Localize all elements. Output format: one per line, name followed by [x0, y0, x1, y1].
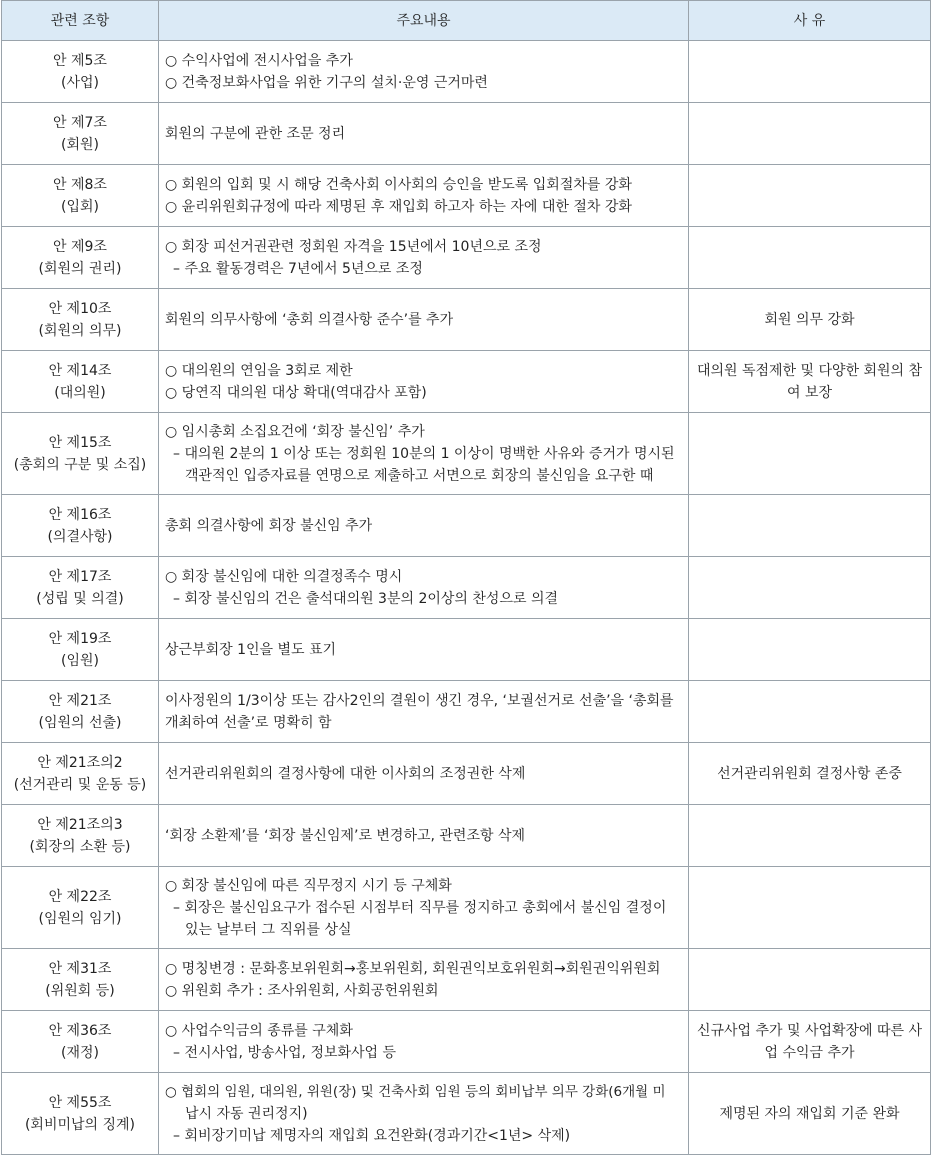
- table-row: [2, 165, 931, 227]
- content-line: ○ 임시총회 소집요건에 ‘회장 불신임’ 추가: [165, 423, 425, 440]
- article-title: (위원회 등): [45, 982, 115, 999]
- article-number: 안 제21조: [48, 692, 112, 709]
- article-title: (임원의 선출): [38, 714, 122, 731]
- article-number: 안 제5조: [53, 52, 107, 69]
- content-cell: [159, 103, 689, 165]
- reason-cell: 신규사업 추가 및 사업확장에 따른 사업 수익금 추가: [689, 1011, 931, 1073]
- table-row: [2, 495, 931, 557]
- table-row: [2, 867, 931, 949]
- article-title: (회원의 의무): [38, 322, 122, 339]
- content-line: ‘회장 소환제’를 ‘회장 불신임제’로 변경하고, 관련조항 삭제: [165, 827, 526, 844]
- article-title: (입회): [61, 198, 99, 215]
- reason-cell: [689, 227, 931, 289]
- content-line: ○ 수익사업에 전시사업을 추가: [165, 52, 353, 69]
- article-title: (재정): [61, 1044, 99, 1061]
- reason-cell: 회원 의무 강화: [689, 289, 931, 351]
- table-row: [2, 949, 931, 1011]
- header-content: 주요내용: [159, 1, 689, 41]
- reason-cell: [689, 557, 931, 619]
- reason-cell: [689, 867, 931, 949]
- table-row: [2, 557, 931, 619]
- article-number: 안 제17조: [48, 568, 112, 585]
- content-cell: [159, 805, 689, 867]
- table-row: [2, 743, 931, 805]
- article-title: (회원): [61, 136, 99, 153]
- reason-cell: 대의원 독점제한 및 다양한 회원의 참여 보장: [689, 351, 931, 413]
- content-cell: [159, 619, 689, 681]
- article-cell: [2, 495, 159, 557]
- content-subline: – 주요 활동경력은 7년에서 5년으로 조정: [173, 260, 423, 277]
- article-number: 안 제31조: [48, 960, 112, 977]
- table-row: [2, 227, 931, 289]
- article-number: 안 제8조: [53, 176, 107, 193]
- content-line: ○ 대의원의 연임을 3회로 제한: [165, 362, 353, 379]
- content-cell: [159, 743, 689, 805]
- content-line: 선거관리위원회의 결정사항에 대한 이사회의 조정권한 삭제: [165, 765, 526, 782]
- content-cell: [159, 1011, 689, 1073]
- article-title: (사업): [61, 74, 99, 91]
- content-line: ○ 명칭변경 : 문화홍보위원회→홍보위원회, 회원권익보호위원회→회원권익위원회: [165, 960, 661, 977]
- article-number: 안 제21조의2: [37, 754, 123, 771]
- article-title: (임원): [61, 652, 99, 669]
- article-cell: [2, 413, 159, 495]
- amendment-table: [1, 0, 931, 1155]
- header-article: 관련 조항: [2, 1, 159, 41]
- content-cell: [159, 557, 689, 619]
- table-row: [2, 805, 931, 867]
- content-continuation: 있는 날부터 그 직위를 상실: [185, 921, 352, 938]
- content-line: 회원의 의무사항에 ‘총회 의결사항 준수’를 추가: [165, 311, 454, 328]
- article-title: (성립 및 의결): [36, 590, 124, 607]
- content-line: ○ 협회의 임원, 대의원, 위원(장) 및 건축사회 임원 등의 회비납부 의무 강화(6개월 미: [165, 1083, 666, 1100]
- content-cell: [159, 289, 689, 351]
- content-continuation: 객관적인 입증자료를 연명으로 제출하고 서면으로 회장의 불신임을 요구한 때: [185, 467, 654, 484]
- article-cell: [2, 619, 159, 681]
- reason-cell: [689, 949, 931, 1011]
- content-cell: [159, 681, 689, 743]
- article-cell: [2, 805, 159, 867]
- article-title: (총회의 구분 및 소집): [13, 456, 147, 473]
- article-title: (대의원): [54, 384, 106, 401]
- reason-cell: [689, 805, 931, 867]
- article-number: 안 제16조: [48, 506, 112, 523]
- reason-cell: [689, 619, 931, 681]
- header-reason: 사 유: [689, 1, 931, 41]
- table-row: [2, 1073, 931, 1155]
- table-row: [2, 289, 931, 351]
- article-cell: [2, 681, 159, 743]
- article-number: 안 제21조의3: [37, 816, 123, 833]
- table-row: [2, 619, 931, 681]
- article-number: 안 제10조: [48, 300, 112, 317]
- content-line: ○ 윤리위원회규정에 따라 제명된 후 재입회 하고자 하는 자에 대한 절차 강화: [165, 198, 632, 215]
- reason-cell: [689, 413, 931, 495]
- reason-cell: [689, 495, 931, 557]
- content-cell: [159, 1073, 689, 1155]
- content-line: ○ 당연직 대의원 대상 확대(역대감사 포함): [165, 384, 427, 401]
- article-cell: [2, 289, 159, 351]
- content-cell: [159, 227, 689, 289]
- content-subline: – 회장은 불신임요구가 접수된 시점부터 직무를 정지하고 총회에서 불신임 결정이: [173, 899, 667, 916]
- content-line: ○ 회장 불신임에 대한 의결정족수 명시: [165, 568, 403, 585]
- content-line: ○ 건축정보화사업을 위한 기구의 설치·운영 근거마련: [165, 74, 488, 91]
- content-line: 회원의 구분에 관한 조문 정리: [165, 125, 346, 142]
- article-number: 안 제15조: [48, 434, 112, 451]
- content-line: 총회 의결사항에 회장 불신임 추가: [165, 517, 373, 534]
- article-cell: [2, 103, 159, 165]
- content-line: 상근부회장 1인을 별도 표기: [165, 641, 337, 658]
- content-line: ○ 위원회 추가 : 조사위원회, 사회공헌위원회: [165, 982, 439, 999]
- content-subline: – 대의원 2분의 1 이상 또는 정회원 10분의 1 이상이 명백한 사유와 증거가 명시된: [173, 445, 675, 462]
- table-row: [2, 1011, 931, 1073]
- content-cell: [159, 949, 689, 1011]
- content-cell: [159, 41, 689, 103]
- content-line: 개최하여 선출’로 명확히 함: [165, 714, 332, 731]
- content-line: 이사정원의 1/3이상 또는 감사2인의 결원이 생긴 경우, ‘보궐선거로 선출’을 ‘총회를: [165, 692, 674, 709]
- article-cell: [2, 165, 159, 227]
- article-cell: [2, 1073, 159, 1155]
- article-number: 안 제19조: [48, 630, 112, 647]
- article-cell: [2, 41, 159, 103]
- article-cell: [2, 351, 159, 413]
- reason-cell: [689, 41, 931, 103]
- content-subline: – 회비장기미납 제명자의 재입회 요건완화(경과기간<1년> 삭제): [173, 1127, 571, 1144]
- article-title: (선거관리 및 운동 등): [13, 776, 147, 793]
- content-cell: [159, 413, 689, 495]
- table-row: [2, 413, 931, 495]
- content-subline: – 회장 불신임의 건은 출석대의원 3분의 2이상의 찬성으로 의결: [173, 590, 558, 607]
- article-number: 안 제55조: [48, 1094, 112, 1111]
- article-cell: [2, 557, 159, 619]
- table-row: [2, 41, 931, 103]
- content-cell: [159, 867, 689, 949]
- article-title: (의결사항): [47, 528, 113, 545]
- article-number: 안 제22조: [48, 888, 112, 905]
- article-number: 안 제9조: [53, 238, 107, 255]
- content-line: ○ 사업수익금의 종류를 구체화: [165, 1022, 353, 1039]
- article-cell: [2, 867, 159, 949]
- content-line: ○ 회원의 입회 및 시 해당 건축사회 이사회의 승인을 받도록 입회절차를 강화: [165, 176, 632, 193]
- article-cell: [2, 743, 159, 805]
- table-row: [2, 351, 931, 413]
- article-number: 안 제36조: [48, 1022, 112, 1039]
- article-title: (회장의 소환 등): [29, 838, 131, 855]
- article-title: (회비미납의 징계): [24, 1116, 136, 1133]
- table-row: [2, 103, 931, 165]
- article-number: 안 제7조: [53, 114, 107, 131]
- reason-cell: [689, 103, 931, 165]
- content-cell: [159, 495, 689, 557]
- table-row: [2, 681, 931, 743]
- content-line: ○ 회장 불신임에 따른 직무정지 시기 등 구체화: [165, 877, 452, 894]
- reason-cell: 선거관리위원회 결정사항 존중: [689, 743, 931, 805]
- article-number: 안 제14조: [48, 362, 112, 379]
- article-title: (회원의 권리): [38, 260, 122, 277]
- article-title: (임원의 임기): [38, 910, 122, 927]
- reason-cell: [689, 165, 931, 227]
- reason-cell: 제명된 자의 재입회 기준 완화: [689, 1073, 931, 1155]
- reason-cell: [689, 681, 931, 743]
- article-cell: [2, 949, 159, 1011]
- header-row: [2, 1, 931, 41]
- article-cell: [2, 1011, 159, 1073]
- content-cell: [159, 165, 689, 227]
- content-line: ○ 회장 피선거권관련 정회원 자격을 15년에서 10년으로 조정: [165, 238, 542, 255]
- content-subline: – 전시사업, 방송사업, 정보화사업 등: [173, 1044, 397, 1061]
- article-cell: [2, 227, 159, 289]
- content-continuation: 납시 자동 권리정지): [185, 1105, 308, 1122]
- content-cell: [159, 351, 689, 413]
